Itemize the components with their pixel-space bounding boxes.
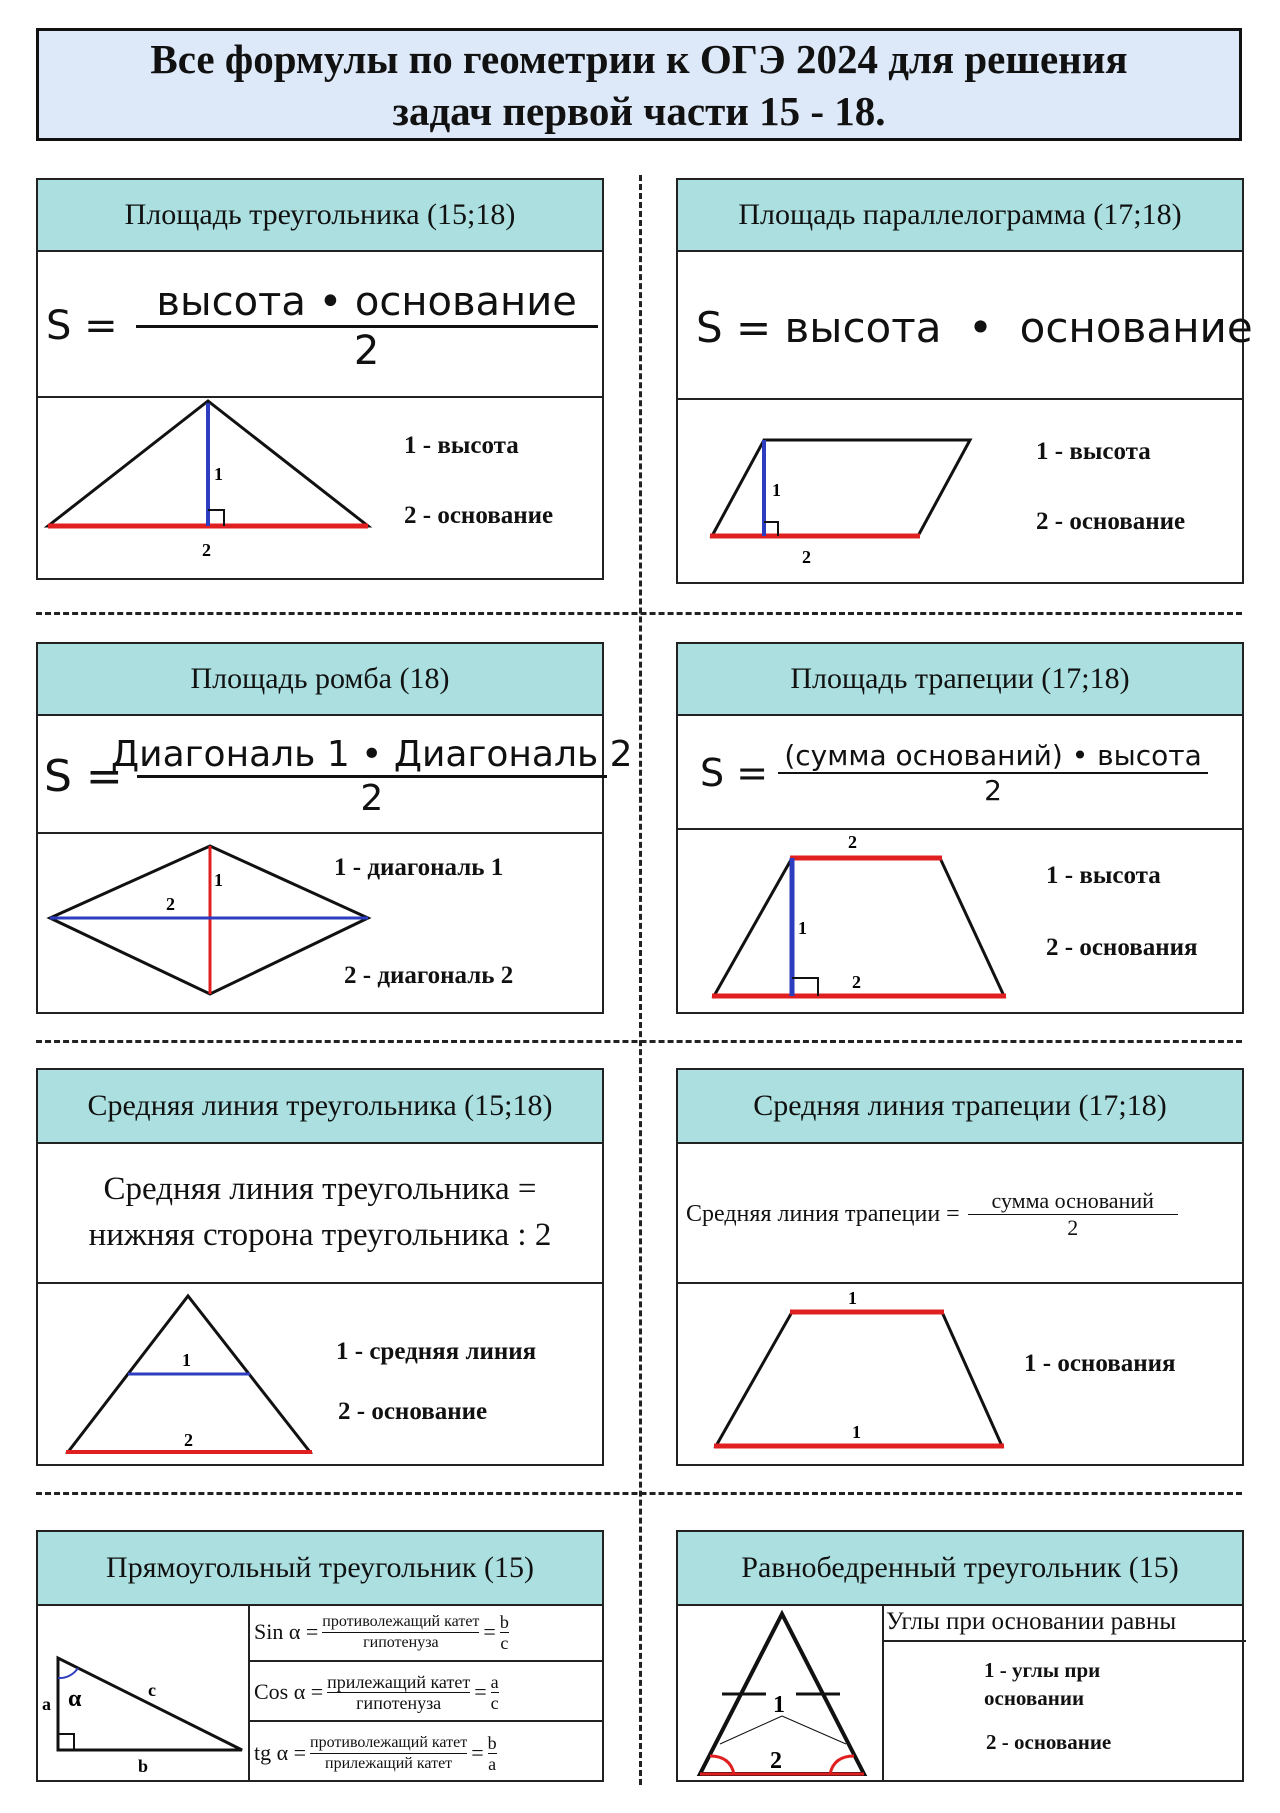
fig-label-2-top: 2: [848, 832, 857, 852]
card-header-text: Прямоугольный треугольник (15): [106, 1551, 534, 1584]
legend-2: 2 - основания: [1046, 934, 1198, 961]
fig-label-1: 1: [773, 1692, 785, 1718]
card-parallelogram-area: [676, 178, 1253, 584]
card-header-text: Средняя линия треугольника (15;18): [87, 1089, 553, 1122]
right-triangle-figure: [38, 1606, 250, 1782]
tg-fraction: противолежащий катет прилежащий катет: [310, 1733, 468, 1772]
formula-numerator: (сумма оснований) • высота: [784, 739, 1202, 772]
fig-label-1-bottom: 1: [852, 1422, 861, 1442]
card-rhombus-area: [36, 642, 633, 1014]
page-title: [36, 28, 1242, 141]
legend-1: 1 - высота: [404, 432, 519, 459]
formula-left: S =: [44, 750, 123, 802]
formula: [44, 722, 633, 830]
fig-label-alpha: α: [68, 1686, 82, 1712]
formula-left: S =: [46, 303, 118, 349]
page-title-text: Все формулы по геометрии к ОГЭ 2024 для решения задач первой части 15 - 18.: [150, 35, 1128, 134]
formula-fraction: [778, 739, 1208, 807]
formula-denominator: 2: [984, 774, 1002, 807]
sin-row: Sin α = противолежащий катет гипотенуза = b c: [250, 1604, 604, 1662]
cos-label: Cos α =: [254, 1679, 324, 1704]
fig-label-2: 2: [770, 1748, 782, 1774]
parallelogram-figure: [678, 400, 978, 580]
card-trapezoid-midline: [676, 1068, 1244, 1466]
horizontal-divider-2: [36, 1040, 1242, 1043]
card-header: [678, 1070, 1242, 1144]
card-header-text: Площадь ромба (18): [190, 662, 450, 695]
angle-mark-right: [830, 1756, 854, 1774]
card-right-triangle: [36, 1530, 604, 1782]
fig-label-2-bottom: 2: [852, 972, 861, 992]
isosceles-triangle-figure: [678, 1606, 878, 1782]
trapezoid-midline-figure: [678, 1284, 1008, 1464]
rule-text: Углы при основании равны: [884, 1604, 1246, 1642]
card-header-text: Площадь параллелограмма (17;18): [738, 198, 1182, 231]
rhombus-figure: [38, 834, 368, 1014]
formula: [46, 264, 598, 388]
fig-label-1: 1: [182, 1350, 191, 1370]
angle-mark-left: [710, 1756, 734, 1774]
formula-line-1: Средняя линия треугольника =: [103, 1171, 537, 1207]
card-triangle-midline: [36, 1068, 604, 1466]
sin-ratio: b c: [499, 1611, 509, 1653]
card-header: [678, 180, 1242, 252]
legend-1: 1 - углы при основании: [984, 1658, 1101, 1710]
fig-label-2: 2: [802, 547, 811, 567]
sin-label: Sin α =: [254, 1619, 319, 1644]
legend-2: 2 - основание: [1036, 508, 1186, 535]
formula: [700, 720, 1208, 826]
formula-denominator: 2: [353, 327, 380, 374]
formula-line-2: нижняя сторона треугольника : 2: [88, 1217, 552, 1253]
triangle-midline-figure: [38, 1284, 338, 1464]
formula-denominator: 2: [360, 777, 384, 819]
fig-label-1: 1: [214, 464, 223, 484]
triangle-figure: [38, 398, 368, 578]
card-header: [678, 644, 1242, 716]
fig-label-2: 2: [202, 540, 211, 560]
fig-label-1: 1: [772, 480, 781, 500]
horizontal-divider-3: [36, 1492, 1242, 1495]
formula-numerator: сумма оснований: [991, 1187, 1154, 1213]
card-header: [38, 644, 602, 716]
fig-label-1: 1: [214, 870, 223, 890]
vertical-divider: [639, 175, 642, 1785]
parallelogram-shape: [712, 440, 970, 536]
trig-panel: [248, 1604, 604, 1782]
alpha-arc: [58, 1668, 78, 1678]
legend-2: 2 - основание: [404, 502, 554, 529]
formula: [686, 1174, 1178, 1254]
isosceles-rule-panel: [882, 1604, 1246, 1782]
card-header: [38, 180, 602, 252]
legend-2: 2 - основание: [986, 1730, 1112, 1754]
legend-2: 2 - основание: [338, 1398, 488, 1425]
horizontal-divider-1: [36, 612, 1242, 615]
formula-fraction: [136, 279, 598, 374]
trapezoid-figure: [678, 830, 1008, 1010]
formula-left: S =: [700, 751, 769, 795]
formula-numerator: высота • основание: [156, 278, 577, 325]
right-angle-mark: [792, 978, 818, 996]
cos-ratio: a c: [490, 1671, 499, 1713]
card-header-text: Площадь треугольника (15;18): [124, 198, 516, 231]
card-header-text: Равнобедренный треугольник (15): [741, 1551, 1179, 1584]
formula-left: Средняя линия трапеции =: [686, 1200, 960, 1227]
formula-fraction: [968, 1188, 1178, 1241]
legend-2: 2 - диагональ 2: [344, 962, 514, 989]
legend-1: 1 - высота: [1046, 862, 1161, 889]
legend-1: 1 - высота: [1036, 438, 1151, 465]
fig-label-2: 2: [184, 1430, 193, 1450]
formula-numerator: Диагональ 1 • Диагональ 2: [111, 733, 633, 775]
legend-1: 1 - средняя линия: [336, 1338, 537, 1365]
right-angle-mark: [58, 1734, 74, 1750]
card-isosceles-triangle: [676, 1530, 1244, 1782]
legend-1: 1 - основания: [1024, 1350, 1176, 1377]
formula: S = высота • основание: [696, 303, 1253, 352]
cos-fraction: прилежащий катет гипотенуза: [327, 1671, 471, 1713]
card-header: [38, 1532, 602, 1606]
fig-label-c: c: [148, 1680, 156, 1700]
formula-fraction: [111, 733, 633, 819]
card-triangle-area: [36, 178, 604, 580]
fig-label-b: b: [138, 1756, 149, 1776]
card-header-text: Площадь трапеции (17;18): [790, 662, 1130, 695]
right-triangle-shape: [58, 1658, 242, 1750]
card-header: [38, 1070, 602, 1144]
tg-label: tg α =: [254, 1740, 307, 1765]
fig-label-a: a: [42, 1694, 51, 1714]
fig-label-1: 1: [798, 918, 807, 938]
tg-ratio: b a: [487, 1732, 497, 1774]
fig-label-1-top: 1: [848, 1288, 857, 1308]
legend-1: 1 - диагональ 1: [334, 854, 504, 881]
sin-fraction: противолежащий катет гипотенуза: [322, 1612, 480, 1651]
cos-row: Cos α = прилежащий катет гипотенуза = a c: [250, 1664, 604, 1722]
card-header: [678, 1532, 1242, 1606]
card-header-text: Средняя линия трапеции (17;18): [753, 1089, 1167, 1122]
formula: [38, 1166, 602, 1258]
fig-label-2: 2: [166, 894, 175, 914]
card-trapezoid-area: [676, 642, 1244, 1014]
tg-row: tg α = противолежащий катет прилежащий катет = b a: [254, 1732, 497, 1774]
formula-denominator: 2: [1067, 1214, 1079, 1240]
